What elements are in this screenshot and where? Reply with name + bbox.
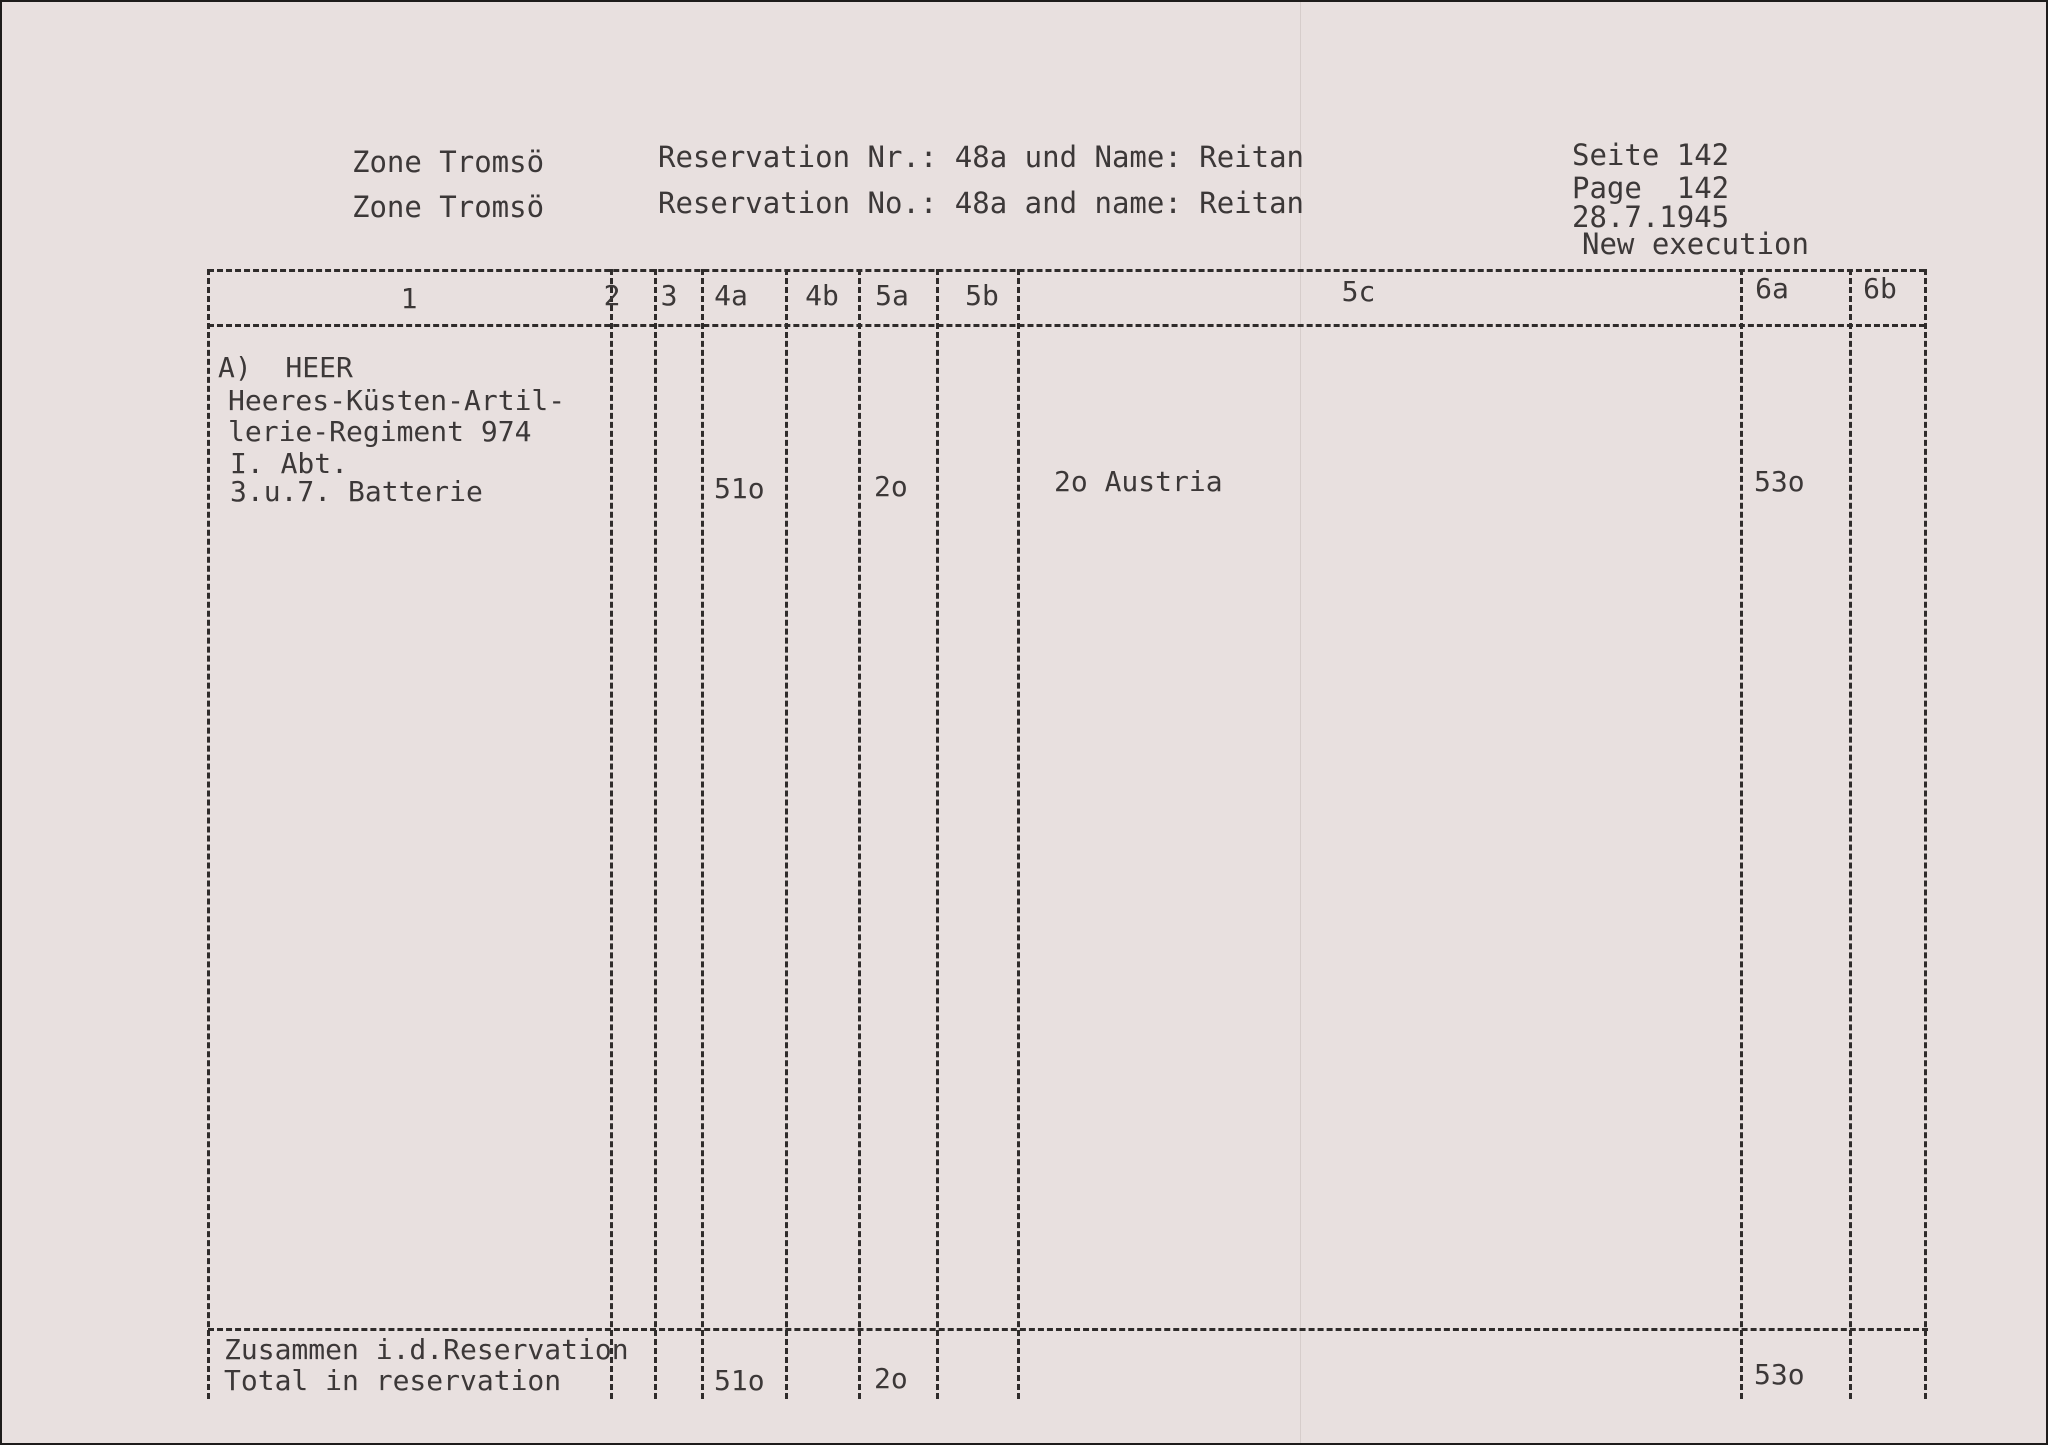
column-divider [610,269,613,1399]
cell-6a: 53o [1754,465,1805,498]
column-divider [1849,269,1852,1399]
column-divider [207,269,210,1399]
unit-battery: 3.u.7. Batterie [230,475,483,508]
zone-label-de: Zone Tromsö [352,145,545,179]
column-header-5a: 5a [875,279,909,312]
column-divider [1924,269,1927,1399]
unit-name-line2: lerie-Regiment 974 [228,415,532,448]
record-date: 28.7.1945 [1572,200,1730,234]
page-number-de: Seite 142 [1572,138,1730,172]
column-divider [654,269,657,1399]
execution-note: New execution [1582,227,1809,261]
reservation-label-en: Reservation No.: 48a and name: Reitan [658,186,1305,220]
totals-label-de: Zusammen i.d.Reservation [224,1333,629,1366]
unit-category: A) HEER [218,351,353,384]
column-divider [1740,269,1743,1399]
cell-5a: 2o [874,470,908,503]
column-header-4b: 4b [805,279,839,312]
total-4a: 51o [714,1364,765,1397]
column-divider [701,269,704,1399]
column-header-1: 1 [400,282,418,315]
total-6a: 53o [1754,1358,1805,1391]
totals-label-en: Total in reservation [224,1364,562,1397]
page-number-en: Page 142 [1572,171,1730,205]
unit-name-line1: Heeres-Küsten-Artil- [228,384,566,417]
column-header-4a: 4a [714,279,748,312]
column-divider [858,269,861,1399]
unit-subdivision: I. Abt. [230,447,349,480]
column-divider [1017,269,1020,1399]
column-header-3: 3 [660,279,678,312]
header-rule [208,324,1925,327]
zone-label-en: Zone Tromsö [352,190,545,224]
column-header-5c: 5c [1341,275,1376,308]
cell-5c: 2o Austria [1054,465,1223,498]
cell-4a: 51o [714,472,765,505]
reservation-label-de: Reservation Nr.: 48a und Name: Reitan [658,140,1305,174]
column-header-6a: 6a [1755,272,1789,305]
column-header-2: 2 [603,279,621,312]
totals-rule [208,1328,1928,1331]
column-divider [785,269,788,1399]
total-5a: 2o [874,1362,908,1395]
column-divider [936,269,939,1399]
table-top-rule [208,269,1925,272]
column-header-6b: 6b [1863,272,1897,305]
column-header-5b: 5b [965,279,999,312]
